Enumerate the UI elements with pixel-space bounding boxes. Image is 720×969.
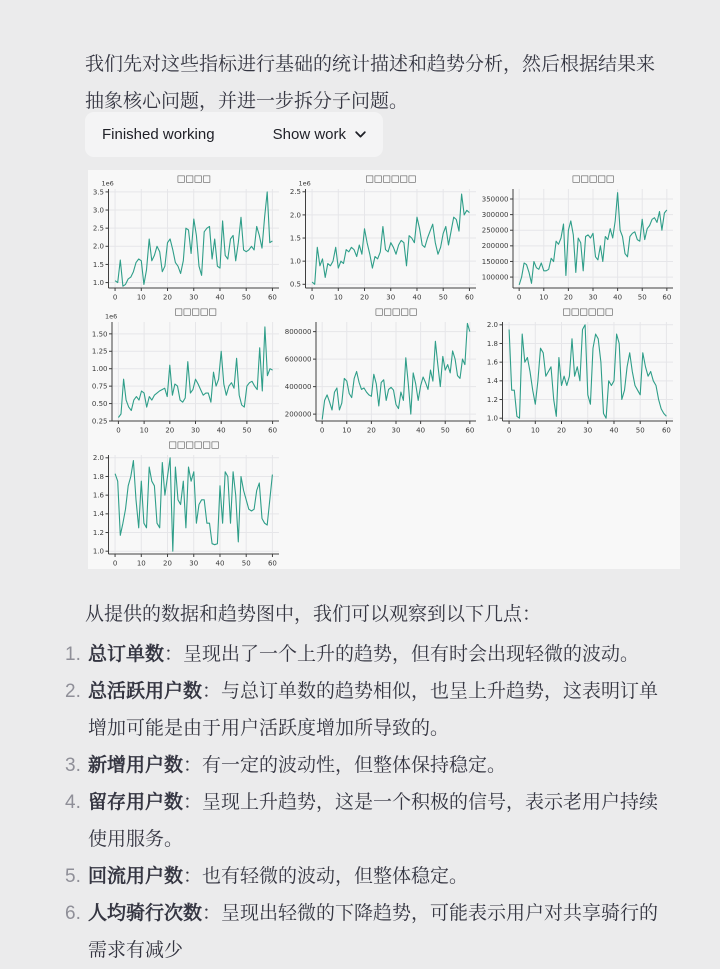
list-item-number: 4. bbox=[65, 792, 81, 813]
y-tick-label: 1.5 bbox=[92, 260, 104, 269]
x-tick-label: 20 bbox=[563, 293, 573, 302]
chevron-down-icon bbox=[353, 127, 368, 142]
x-tick-label: 30 bbox=[191, 426, 200, 435]
chart-svg-7 bbox=[88, 436, 285, 569]
x-tick-label: 50 bbox=[635, 426, 645, 435]
x-tick-label: 0 bbox=[116, 426, 121, 435]
x-tick-label: 0 bbox=[516, 293, 522, 302]
x-tick-label: 20 bbox=[360, 293, 369, 302]
chart-title: □□□□□□ bbox=[562, 307, 614, 318]
subplot-1 bbox=[88, 170, 285, 303]
x-tick-label: 0 bbox=[319, 426, 325, 435]
list-item-text: ：呈现出了一个上升的趋势，但有时会出现轻微的波动。 bbox=[164, 644, 640, 665]
x-tick-label: 20 bbox=[165, 426, 175, 435]
x-tick-label: 20 bbox=[163, 559, 172, 568]
x-tick-label: 60 bbox=[267, 559, 277, 568]
list-item-text: ：有一定的波动性，但整体保持稳定。 bbox=[183, 755, 507, 776]
chart-svg-1 bbox=[88, 170, 285, 303]
x-tick-label: 30 bbox=[189, 559, 199, 568]
y-tick-label: 0.50 bbox=[91, 399, 108, 408]
y-tick-label: 1.2 bbox=[486, 395, 498, 404]
x-tick-label: 60 bbox=[661, 426, 671, 435]
list-item-term: 回流用户数 bbox=[88, 866, 184, 887]
analysis-list-item bbox=[65, 858, 662, 895]
x-tick-label: 0 bbox=[112, 559, 118, 568]
chart-svg-6 bbox=[482, 303, 679, 436]
x-tick-label: 10 bbox=[136, 293, 146, 302]
y-tick-label: 1.00 bbox=[91, 365, 108, 374]
subplot-6 bbox=[482, 303, 680, 436]
x-tick-label: 30 bbox=[588, 293, 598, 302]
list-item-text: ：呈现出轻微的下降趋势，可能表示用户对共享骑行的需求有减少 bbox=[88, 903, 659, 961]
y-tick-label: 2.0 bbox=[486, 321, 498, 330]
chart-title: □□□□□ bbox=[374, 307, 418, 318]
y-tick-label: 1.6 bbox=[486, 358, 498, 367]
show-work-button[interactable] bbox=[273, 126, 368, 143]
x-tick-label: 10 bbox=[333, 293, 343, 302]
x-tick-label: 30 bbox=[189, 293, 199, 302]
list-item-number: 1. bbox=[65, 644, 81, 665]
x-tick-label: 40 bbox=[613, 293, 623, 302]
chart-title: □□□□□□ bbox=[168, 440, 220, 451]
x-tick-label: 20 bbox=[366, 426, 376, 435]
x-tick-label: 30 bbox=[583, 426, 593, 435]
message-paragraph: 我们先对这些指标进行基础的统计描述和趋势分析，然后根据结果来抽象核心问题，并进一步拆分子问题。 bbox=[85, 54, 656, 112]
y-tick-label: 0.75 bbox=[91, 382, 108, 391]
x-tick-label: 60 bbox=[267, 293, 277, 302]
x-tick-label: 40 bbox=[216, 426, 226, 435]
x-tick-label: 40 bbox=[609, 426, 619, 435]
show-work-label: Show work bbox=[272, 126, 346, 143]
x-tick-label: 60 bbox=[465, 426, 475, 435]
list-item-number: 6. bbox=[65, 903, 81, 924]
x-tick-label: 30 bbox=[386, 293, 396, 302]
y-tick-label: 1.0 bbox=[92, 547, 104, 556]
subplot-3 bbox=[482, 170, 680, 303]
x-tick-label: 0 bbox=[309, 293, 315, 302]
x-tick-label: 60 bbox=[662, 293, 672, 302]
x-tick-label: 0 bbox=[506, 426, 512, 435]
list-item-term: 总订单数 bbox=[88, 644, 165, 665]
chart-svg-2 bbox=[285, 170, 482, 303]
y-tick-label: 2.5 bbox=[92, 224, 104, 233]
chart-svg-4 bbox=[88, 303, 285, 436]
y-tick-label: 1.2 bbox=[92, 528, 104, 537]
y-tick-label: 1.0 bbox=[289, 257, 301, 266]
y-tick-label: 2.0 bbox=[92, 242, 104, 251]
y-tick-label: 1.0 bbox=[486, 414, 498, 423]
x-tick-label: 10 bbox=[539, 293, 549, 302]
x-tick-label: 50 bbox=[438, 293, 448, 302]
y-tick-label: 150000 bbox=[482, 257, 509, 266]
chart-title: □□□□□□ bbox=[365, 174, 417, 185]
x-tick-label: 20 bbox=[163, 293, 172, 302]
x-tick-label: 0 bbox=[112, 293, 118, 302]
list-item-text: ：呈现上升趋势，这是一个积极的信号，表示老用户持续使用服务。 bbox=[88, 792, 659, 850]
analysis-list bbox=[65, 636, 662, 969]
chart-svg-3 bbox=[482, 170, 679, 303]
y-tick-label: 1.4 bbox=[486, 377, 498, 386]
y-tick-label: 0.25 bbox=[91, 417, 108, 426]
x-tick-label: 20 bbox=[557, 426, 566, 435]
y-tick-label: 250000 bbox=[482, 226, 509, 235]
y-tick-label: 2.0 bbox=[92, 454, 104, 463]
chart-title: □□□□□ bbox=[174, 307, 217, 318]
y-tick-label: 1.0 bbox=[92, 278, 104, 287]
y-tick-label: 3.5 bbox=[92, 188, 104, 197]
subplot-5 bbox=[285, 303, 482, 436]
x-tick-label: 10 bbox=[530, 426, 540, 435]
list-item-number: 2. bbox=[65, 681, 81, 702]
list-item-term: 新增用户数 bbox=[88, 755, 184, 776]
list-item-term: 人均骑行次数 bbox=[88, 903, 203, 924]
chart-title: □□□□□ bbox=[571, 174, 615, 185]
y-tick-label: 1.6 bbox=[92, 491, 104, 500]
x-tick-label: 10 bbox=[136, 559, 146, 568]
x-tick-label: 40 bbox=[215, 559, 225, 568]
list-item-text: ：也有轻微的波动，但整体稳定。 bbox=[183, 866, 469, 887]
axis-offset-label: 1e6 bbox=[298, 179, 311, 188]
axis-offset-label: 1e6 bbox=[101, 179, 114, 188]
y-tick-label: 800000 bbox=[285, 328, 312, 337]
x-tick-label: 50 bbox=[241, 559, 251, 568]
y-tick-label: 300000 bbox=[482, 211, 509, 220]
analysis-list-item bbox=[65, 747, 662, 784]
finished-working-bar[interactable] bbox=[85, 112, 383, 157]
x-tick-label: 50 bbox=[242, 426, 252, 435]
y-tick-label: 200000 bbox=[285, 410, 312, 419]
y-tick-label: 0.5 bbox=[289, 280, 301, 289]
chart-title: □□□□ bbox=[176, 174, 211, 185]
y-tick-label: 350000 bbox=[482, 195, 509, 204]
y-tick-label: 3.0 bbox=[92, 206, 104, 215]
list-item-number: 5. bbox=[65, 866, 81, 887]
analysis-intro: 从提供的数据和趋势图中，我们可以观察到以下几点： bbox=[85, 604, 542, 625]
x-tick-label: 60 bbox=[464, 293, 474, 302]
x-tick-label: 40 bbox=[416, 426, 426, 435]
analysis-list-item bbox=[65, 636, 662, 673]
y-tick-label: 2.5 bbox=[289, 188, 301, 197]
y-tick-label: 1.5 bbox=[289, 234, 301, 243]
y-tick-label: 1.25 bbox=[91, 347, 108, 356]
subplot-4 bbox=[88, 303, 285, 436]
subplot-7 bbox=[88, 436, 285, 569]
x-tick-label: 40 bbox=[215, 293, 225, 302]
tool-status-label: Finished working bbox=[102, 126, 215, 143]
analysis-list-item bbox=[65, 673, 662, 747]
y-tick-label: 400000 bbox=[285, 383, 312, 392]
y-tick-label: 1.8 bbox=[486, 339, 498, 348]
x-tick-label: 50 bbox=[241, 293, 251, 302]
charts-figure bbox=[88, 170, 680, 569]
list-item-text: ：与总订单数的趋势相似，也呈上升趋势，这表明订单增加可能是由于用户活跃度增加所导致的。 bbox=[88, 681, 659, 739]
axis-offset-label: 1e6 bbox=[105, 312, 118, 321]
list-item-number: 3. bbox=[65, 755, 81, 776]
x-tick-label: 10 bbox=[139, 426, 149, 435]
list-item-term: 留存用户数 bbox=[88, 792, 184, 813]
y-tick-label: 1.4 bbox=[92, 510, 104, 519]
y-tick-label: 600000 bbox=[285, 355, 312, 364]
x-tick-label: 10 bbox=[342, 426, 352, 435]
x-tick-label: 50 bbox=[440, 426, 450, 435]
x-tick-label: 50 bbox=[637, 293, 647, 302]
y-tick-label: 2.0 bbox=[289, 211, 301, 220]
subplot-2 bbox=[285, 170, 482, 303]
y-tick-label: 200000 bbox=[482, 242, 509, 251]
x-tick-label: 30 bbox=[391, 426, 401, 435]
analysis-list-item bbox=[65, 895, 662, 969]
x-tick-label: 60 bbox=[268, 426, 278, 435]
x-tick-label: 40 bbox=[412, 293, 422, 302]
y-tick-label: 100000 bbox=[482, 273, 509, 282]
y-tick-label: 1.8 bbox=[92, 472, 104, 481]
y-tick-label: 1.50 bbox=[91, 330, 108, 339]
list-item-term: 总活跃用户数 bbox=[88, 681, 203, 702]
chart-svg-5 bbox=[285, 303, 482, 436]
analysis-list-item bbox=[65, 784, 662, 858]
